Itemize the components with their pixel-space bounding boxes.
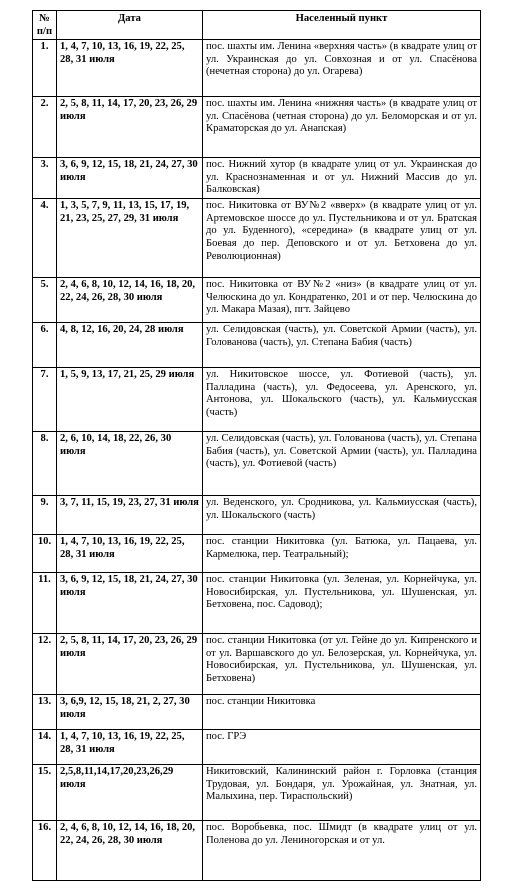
row-dates: 2, 5, 8, 11, 14, 17, 20, 23, 26, 29 июля xyxy=(57,97,203,158)
row-number: 11. xyxy=(33,573,57,634)
row-dates: 2, 6, 10, 14, 18, 22, 26, 30 июля xyxy=(57,432,203,496)
header-num: № п/п xyxy=(33,11,57,40)
table-row xyxy=(33,765,481,821)
row-place: пос. Никитовка от ВУ№2 «низ» (в квадрате улиц от ул. Челюскина до ул. Кондратенко, 201 и от пер. Челюскина до ул. Макара Мазая), пгт. Зайцево xyxy=(203,278,481,323)
table-row xyxy=(33,158,481,199)
row-dates: 4, 8, 12, 16, 20, 24, 28 июля xyxy=(57,323,203,368)
table-row xyxy=(33,278,481,323)
row-place: пос. Никитовка от ВУ№2 «вверх» (в квадрате улиц от ул. Артемовское шоссе до ул. Пустельникова и от ул. Братская до ул. Буденного), «середина» (в квадрате улиц от ул. Боевая до пер. Деповского и от ул. Бетховена до ул. Революционная) xyxy=(203,199,481,278)
row-place: пос. шахты им. Ленина «верхняя часть» (в квадрате улиц от ул. Украинская до ул. Совхозная и от ул. Спасёнова (нечетная сторона) до ул. Огарева) xyxy=(203,40,481,97)
table-row xyxy=(33,432,481,496)
row-dates: 3, 6, 9, 12, 15, 18, 21, 24, 27, 30 июля xyxy=(57,573,203,634)
row-number: 15. xyxy=(33,765,57,821)
header-date: Дата xyxy=(57,11,203,40)
header-place: Населенный пункт xyxy=(203,11,481,40)
table-row xyxy=(33,97,481,158)
row-number: 4. xyxy=(33,199,57,278)
row-place: пос. Воробьевка, пос. Шмидт (в квадрате улиц от ул. Поленова до ул. Лениногорская и от ул. xyxy=(203,821,481,881)
table-row xyxy=(33,573,481,634)
row-dates: 1, 4, 7, 10, 13, 16, 19, 22, 25, 28, 31 июля xyxy=(57,535,203,573)
row-dates: 1, 4, 7, 10, 13, 16, 19, 22, 25, 28, 31 июля xyxy=(57,730,203,765)
table-row xyxy=(33,496,481,535)
row-number: 8. xyxy=(33,432,57,496)
row-number: 1. xyxy=(33,40,57,97)
row-number: 7. xyxy=(33,368,57,432)
table-row xyxy=(33,40,481,97)
schedule-table xyxy=(32,10,481,881)
row-place: ул. Селидовская (часть), ул. Голованова (часть), ул. Степана Бабия (часть), ул. Советской Армии (часть), ул. Палладина (часть), ул. Фотиевой (часть) xyxy=(203,432,481,496)
row-place: пос. станции Никитовка (ул. Зеленая, ул. Корнейчука, ул. Новосибирская, ул. Пустельникова, ул. Шушенская, ул. Бетховена, пос. Садовод); xyxy=(203,573,481,634)
row-number: 9. xyxy=(33,496,57,535)
row-number: 6. xyxy=(33,323,57,368)
row-place: ул. Никитовское шоссе, ул. Фотиевой (часть), ул. Палладина (часть), ул. Федосеева, ул. Аренского, ул. Антонова, ул. Шокальского (часть), ул. Кальмиусская (часть) xyxy=(203,368,481,432)
row-place: пос. ГРЭ xyxy=(203,730,481,765)
row-number: 2. xyxy=(33,97,57,158)
row-place: ул. Селидовская (часть), ул. Советской Армии (часть), ул. Голованова (часть), ул. Степана Бабия (часть) xyxy=(203,323,481,368)
row-dates: 1, 4, 7, 10, 13, 16, 19, 22, 25, 28, 31 июля xyxy=(57,40,203,97)
row-dates: 2, 4, 6, 8, 10, 12, 14, 16, 18, 20, 22, 24, 26, 28, 30 июля xyxy=(57,278,203,323)
row-dates: 2, 4, 6, 8, 10, 12, 14, 16, 18, 20, 22, 24, 26, 28, 30 июля xyxy=(57,821,203,881)
table-header-row xyxy=(33,11,481,40)
row-place: пос. шахты им. Ленина «нижняя часть» (в квадрате улиц от ул. Спасёнова (четная сторона) до ул. Беломорская и от ул. Краматорская до ул. Анапская) xyxy=(203,97,481,158)
table-row xyxy=(33,323,481,368)
row-dates: 3, 7, 11, 15, 19, 23, 27, 31 июля xyxy=(57,496,203,535)
row-place: ул. Веденского, ул. Сродникова, ул. Кальмиусская (часть), ул. Шокальского (часть) xyxy=(203,496,481,535)
row-dates: 1, 3, 5, 7, 9, 11, 13, 15, 17, 19, 21, 23, 25, 27, 29, 31 июля xyxy=(57,199,203,278)
row-place: пос. станции Никитовка (от ул. Гейне до ул. Кипренского и от ул. Варшавского до ул. Белозерская, ул. Корнейчука, ул. Новосибирская, ул. Пустельникова, ул. Шушенская, ул. Бетховена) xyxy=(203,634,481,695)
row-place: пос. Нижний хутор (в квадрате улиц от ул. Украинская до ул. Краснознаменная и от ул. Нижний Массив до ул. Балковская) xyxy=(203,158,481,199)
row-dates: 2,5,8,11,14,17,20,23,26,29 июля xyxy=(57,765,203,821)
row-place: Никитовский, Калининский район г. Горловка (станция Трудовая, ул. Бондаря, ул. Урожайная, ул. Знатная, ул. Малыхина, пер. Тираспольский) xyxy=(203,765,481,821)
row-number: 14. xyxy=(33,730,57,765)
row-number: 13. xyxy=(33,695,57,730)
table-row xyxy=(33,634,481,695)
table-row xyxy=(33,199,481,278)
row-dates: 3, 6, 9, 12, 15, 18, 21, 24, 27, 30 июля xyxy=(57,158,203,199)
table-row xyxy=(33,730,481,765)
row-place: пос. станции Никитовка (ул. Батюка, ул. Пацаева, ул. Кармелюка, пер. Театральный); xyxy=(203,535,481,573)
table-row xyxy=(33,695,481,730)
row-dates: 1, 5, 9, 13, 17, 21, 25, 29 июля xyxy=(57,368,203,432)
row-dates: 2, 5, 8, 11, 14, 17, 20, 23, 26, 29 июля xyxy=(57,634,203,695)
row-number: 3. xyxy=(33,158,57,199)
row-number: 12. xyxy=(33,634,57,695)
row-number: 10. xyxy=(33,535,57,573)
table-row xyxy=(33,821,481,881)
table-row xyxy=(33,368,481,432)
table-body xyxy=(33,40,481,881)
table-row xyxy=(33,535,481,573)
row-dates: 3, 6,9, 12, 15, 18, 21, 2, 27, 30 июля xyxy=(57,695,203,730)
row-number: 16. xyxy=(33,821,57,881)
row-number: 5. xyxy=(33,278,57,323)
row-place: пос. станции Никитовка xyxy=(203,695,481,730)
